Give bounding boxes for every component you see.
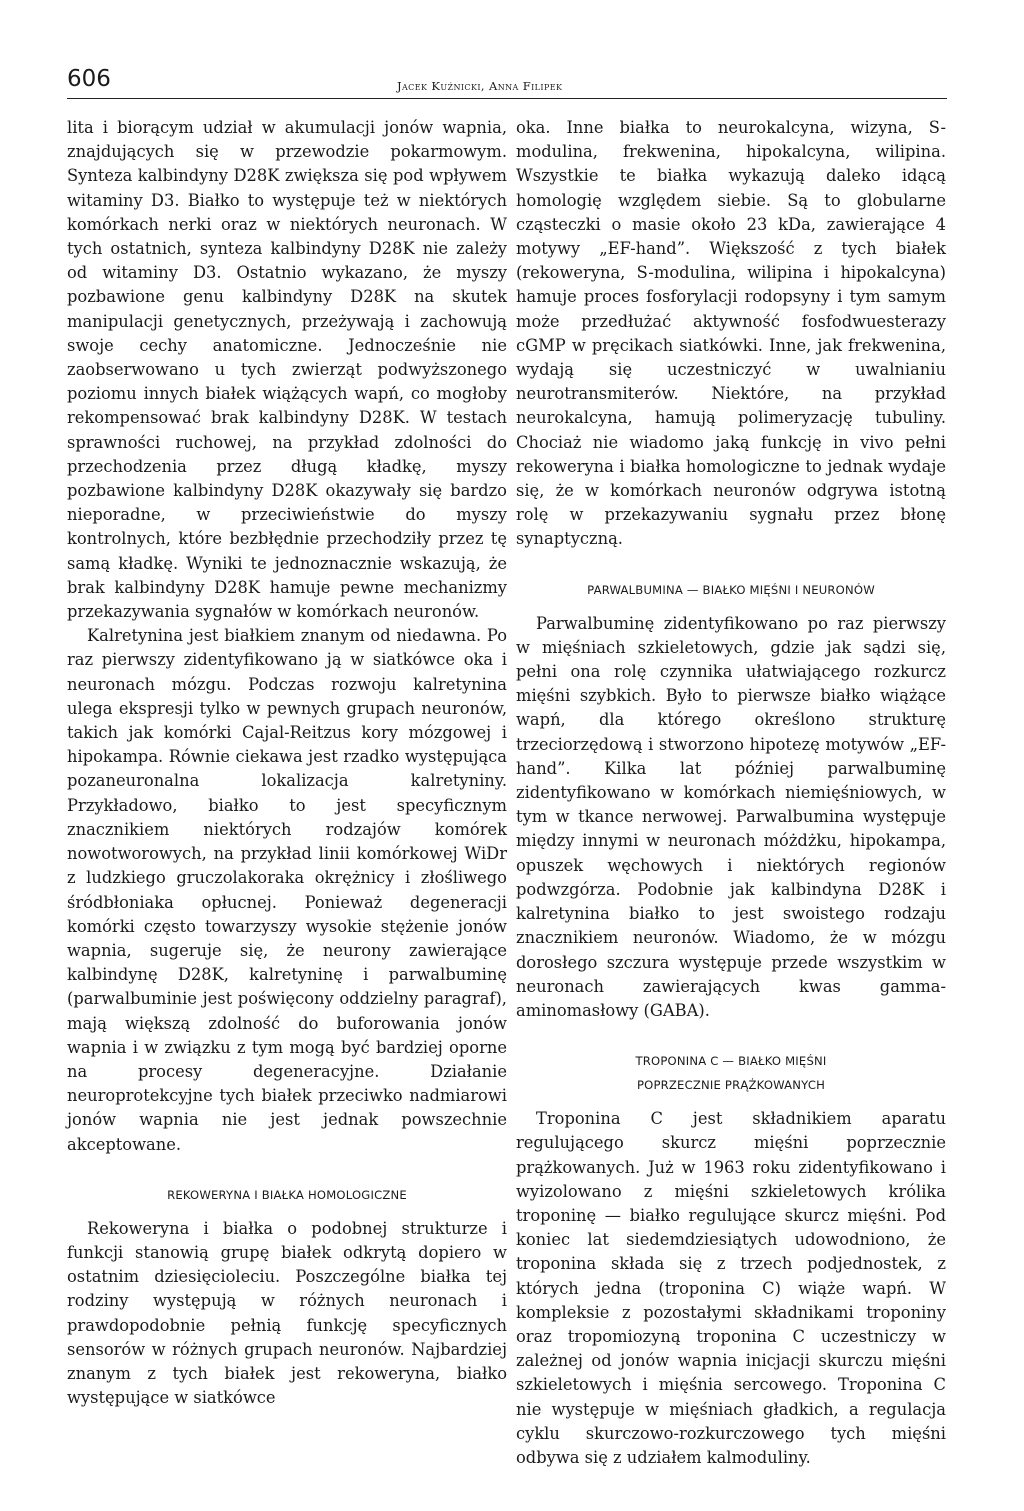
paragraph-troponin: Troponina C jest składnikiem aparatu regulującego skurcz mięśni poprzecznie prążkowanych. Już w 1963 roku zidentyfikowano i wyizolowano z mięśni szkieletowych królika troponinę — białko regulujące skurcz mięśni. Pod koniec lat siedemdziesiątych udowodniono, że troponina składa się z trzech podjednostek, z których jedna (troponina C) wiąże wapń. W kompleksie z pozostałymi składnikami troponiny oraz tropomiozyną troponina C uczestniczy w zależnej od jonów wapnia inicjacji skurczu mięśni szkieletowych i mięśnia sercowego. Troponina C nie występuje w mięśniach gładkich, a regulacja cyklu skurczowo-rozkurczowego tych mięśni odbywa się z udziałem kalmoduliny.: [516, 1109, 946, 1467]
page-header: [67, 66, 947, 99]
page-number: 606: [67, 66, 111, 92]
section-heading-parvalbumin: PARWALBUMINA — BIAŁKO MIĘŚNI I NEURONÓW: [587, 582, 875, 597]
left-column: [67, 116, 507, 1410]
running-head: Jacek Kuźnicki, Anna Filipek: [397, 79, 563, 93]
section-heading-troponin-line2: POPRZECZNIE PRĄŻKOWANYCH: [636, 1078, 826, 1093]
section-heading-troponin: [516, 1049, 946, 1097]
paragraph-recoverin-continued: oka. Inne białka to neurokalcyna, wizyna, S-modulina, frekwenina, hipokalcyna, wilipina. Wszystkie te białka wykazują daleko idącą homologię względem siebie. Są to globularne cząsteczki o masie około 23 kDa, zawierające 4 motywy „EF-hand”. Większość z tych białek (rekoweryna, S-modulina, wilipina i hipokalcyna) hamuje proces fosforylacji rodopsyny i tym samym może przedłużać aktywność fosfodwuesterazy cGMP w pręcikach siatkówki. Inne, jak frekwenina, wydają się uczestniczyć w uwalnianiu neurotransmiterów. Niektóre, na przykład neurokalcyna, hamują polimeryzację tubuliny. Chociaż nie wiadomo jaką funkcję in vivo pełni rekoweryna i białka homologiczne to jednak wydaje się, że w komórkach neuronów odgrywa istotną rolę w przekazywaniu sygnału przez błonę synaptyczną.: [516, 118, 946, 549]
section-heading-recoverin: REKOWERYNA I BIAŁKA HOMOLOGICZNE: [167, 1187, 407, 1202]
paragraph-parvalbumin: Parwalbuminę zidentyfikowano po raz pierwszy w mięśniach szkieletowych, gdzie jak sądzi się, pełni ona rolę czynnika ułatwiającego rozkurcz mięśni szybkich. Było to pierwsze białko wiążące wapń, dla którego określono strukturę trzeciorzędową i stworzono hipotezę motywów „EF-hand”. Kilka lat później parwalbuminę zidentyfikowano w komórkach niemięśniowych, w tym w tkance nerwowej. Parwalbumina występuje między innymi w neuronach móżdżku, hipokampa, opuszek węchowych i niektórych regionów podwzgórza. Podobnie jak kalbindyna D28K i kalretynina białko to jest swoistego rodzaju znacznikiem neuronów. Wiadomo, że w mózgu dorosłego szczura występuje przede wszystkim w neuronach zawierających kwas gamma-aminomasłowy (GABA).: [516, 613, 946, 1020]
paragraph-calbindin: lita i biorącym udział w akumulacji jonów wapnia, znajdujących się w przewodzie pokarmowym. Synteza kalbindyny D28K zwiększa się pod wpływem witaminy D3. Białko to występuje też w niektórych komórkach nerki oraz w niektórych neuronach. W tych ostatnich, synteza kalbindyny D28K nie zależy od witaminy D3. Ostatnio wykazano, że myszy pozbawione genu kalbindyny D28K na skutek manipulacji genetycznych, przeżywają i zachowują swoje cechy anatomiczne. Jednocześnie nie zaobserwowano u tych zwierząt podwyższonego poziomu innych białek wiążących wapń, co mogłoby rekompensować brak kalbindyny D28K. W testach sprawności ruchowej, na przykład zdolności do przechodzenia przez długą kładkę, myszy pozbawione kalbindyny D28K okazywały się bardzo nieporadne, w przeciwieństwie do myszy kontrolnych, które bezbłędnie przechodziły przez tę samą kładkę. Wyniki te jednoznacznie wskazują, że brak kalbindyny D28K hamuje pewne mechanizmy przekazywania sygnałów w komórkach neuronów.: [67, 118, 507, 622]
right-column: [516, 116, 946, 1470]
paragraph-recoverin: Rekoweryna i białka o podobnej strukturze i funkcji stanowią grupę białek odkrytą dopiero w ostatnim dziesięcioleciu. Poszczególne białka tej rodziny występują w różnych neuronach i prawdopodobnie pełnią funkcję specyficznych sensorów w różnych grupach neuronów. Najbardziej znanym z tych białek jest rekoweryna, białko występujące w siatkówce: [67, 1218, 507, 1408]
paragraph-calretinin: Kalretynina jest białkiem znanym od niedawna. Po raz pierwszy zidentyfikowano ją w siatkówce oka i neuronach mózgu. Podczas rozwoju kalretynina ulega ekspresji tylko w pewnych grupach neuronów, takich jak komórki Cajal-Reitzus kory mózgowej i hipokampa. Równie ciekawa jest rzadko występująca pozaneuronalna lokalizacja kalretyniny. Przykładowo, białko to jest specyficznym znacznikiem niektórych rodzajów komórek nowotworowych, na przykład linii komórkowej WiDr z ludzkiego gruczolakoraka okrężnicy i złośliwego śródbłoniaka opłucnej. Ponieważ degeneracji komórki często towarzyszy wysokie stężenie jonów wapnia, sugeruje się, że neurony zawierające kalbindynę D28K, kalretyninę i parwalbuminę (parwalbuminie jest poświęcony oddzielny paragraf), mają większą zdolność do buforowania jonów wapnia i w związku z tym mogą być bardziej oporne na procesy degeneracyjne. Działanie neuroprotekcyjne tych białek przeciwko nadmiarowi jonów wapnia nie jest jednak powszechnie akceptowane.: [67, 626, 507, 1154]
section-heading-troponin-line1: TROPONINA C — BIAŁKO MIĘŚNI: [635, 1054, 827, 1069]
